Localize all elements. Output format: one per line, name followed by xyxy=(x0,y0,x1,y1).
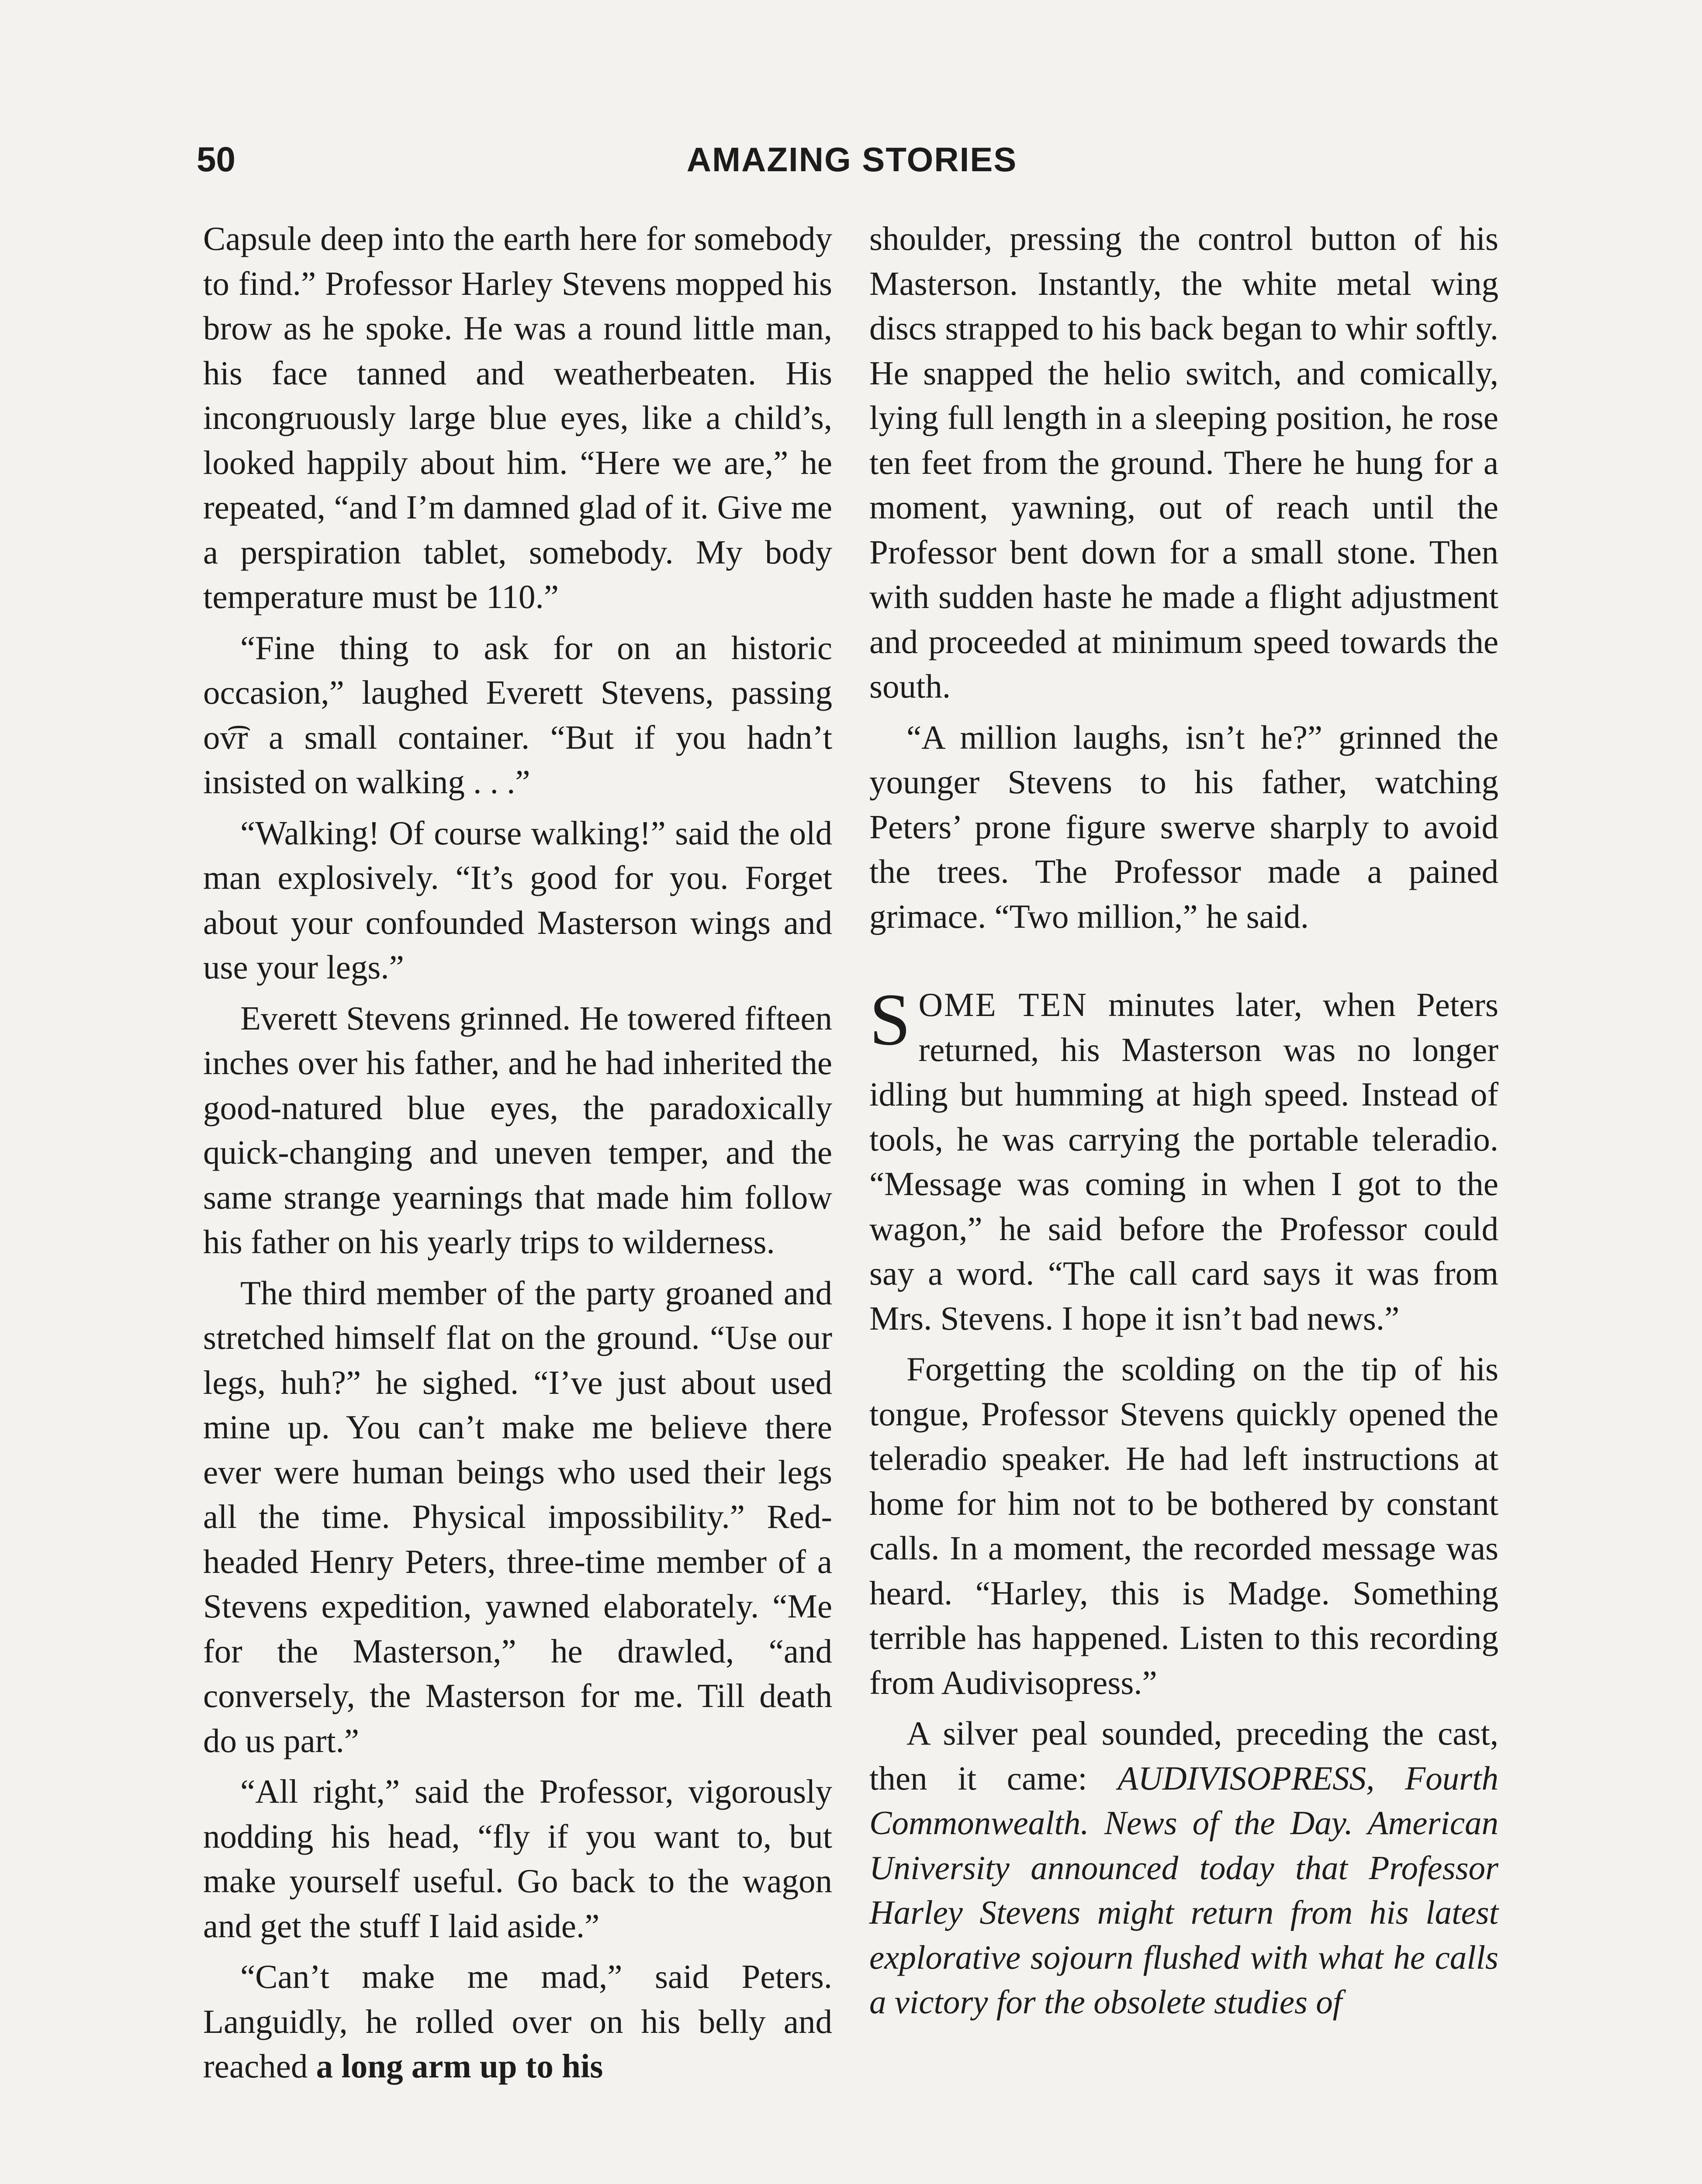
paragraph: Forgetting the scolding on the tip of his tongue, Professor Stevens quickly opened the teleradio speaker. He had left instructions at home for him not to be bothered by constant calls. In a moment, the recorded message was heard. “Harley, this is Madge. Something terrible has happened. Listen to this recording from Audivisopress.” xyxy=(869,1350,1498,1701)
right-text-column xyxy=(869,216,1498,2031)
section-opening-paragraph xyxy=(869,978,1498,1341)
paragraph: “Walking! Of course walking!” said the old man explosively. “It’s good for you. Forget about your confounded Masterson wings and use your legs.” xyxy=(203,814,832,986)
paragraph-text: minutes later, when Peters returned, his Masterson was no longer idling but humming at high speed. Instead of tools, he was carrying the portable teleradio. “Message was coming in when I got to the wagon,” he said before the Professor could say a word. “The call card says it was from Mrs. Stevens. I hope it isn’t bad news.” xyxy=(869,986,1498,1337)
bold-text: a long arm up to his xyxy=(316,2047,603,2085)
page-header xyxy=(197,131,1507,188)
paragraph-text: “Can’t make me mad,” said Peters. Languidly, he rolled over on his belly and reached xyxy=(203,1958,832,2085)
page-number: 50 xyxy=(197,140,235,179)
paragraph xyxy=(203,1954,832,2089)
paragraph: Everett Stevens grinned. He towered fifteen inches over his father, and he had inherited the good-natured blue eyes, the paradoxically quick-changing and uneven temper, and the same strange yearnings that made him follow his father on his yearly trips to wilderness. xyxy=(203,999,832,1261)
paragraph: “A million laughs, isn’t he?” grinned the younger Stevens to his father, watching Peters’ prone figure swerve sharply to avoid the trees. The Professor made a pained grimace. “Two million,” he said. xyxy=(869,718,1498,935)
drop-cap: S xyxy=(869,978,911,1061)
small-caps-lead: OME TEN xyxy=(918,986,1088,1023)
magazine-title: AMAZING STORIES xyxy=(686,140,1017,179)
paragraph: shoulder, pressing the control button of his Masterson. Instantly, the white metal wing discs strapped to his back began to whir softly. He snapped the helio switch, and comically, lying full length in a sleeping position, he rose ten feet from the ground. There he hung for a moment, yawning, out of reach until the Professor bent down for a small stone. Then with sudden haste he made a flight adjustment and proceeded at minimum speed towards the south. xyxy=(869,220,1498,705)
paragraph-text: A silver peal sounded, preceding the cast, then it came: xyxy=(869,1714,1498,1797)
left-text-column xyxy=(203,216,832,2095)
paragraph: The third member of the party groaned and stretched himself flat on the ground. “Use our legs, huh?” he sighed. “I’ve just about used mine up. You can’t make me believe there ever were human beings who used their legs all the time. Physical impossibility.” Red-headed Henry Peters, three-time member of a Stevens expedition, yawned elaborately. “Me for the Masterson,” he drawled, “and conversely, the Masterson for me. Till death do us part.” xyxy=(203,1274,832,1759)
paragraph: Capsule deep into the earth here for somebody to find.” Professor Harley Stevens mopped his brow as he spoke. He was a round little man, his face tanned and weatherbeaten. His incongruously large blue eyes, like a child’s, looked happily about him. “Here we are,” he repeated, “and I’m damned glad of it. Give me a perspiration tablet, somebody. My body temperature must be 110.” xyxy=(203,220,832,615)
paragraph xyxy=(869,1711,1498,2025)
paragraph: “All right,” said the Professor, vigorously nodding his head, “fly if you want to, but make yourself useful. Go back to the wagon and get the stuff I laid aside.” xyxy=(203,1773,832,1945)
paragraph: “Fine thing to ask for on an historic occasion,” laughed Everett Stevens, passing ov͡r a small container. “But if you hadn’t insisted on walking . . .” xyxy=(203,629,832,801)
italic-broadcast-text: AUDIVISOPRESS, Fourth Commonwealth. News of the Day. American University announced today that Professor Harley Stevens might return from his latest explorative sojourn flushed with what he calls a victory for the obsolete studies of xyxy=(869,1759,1499,2021)
